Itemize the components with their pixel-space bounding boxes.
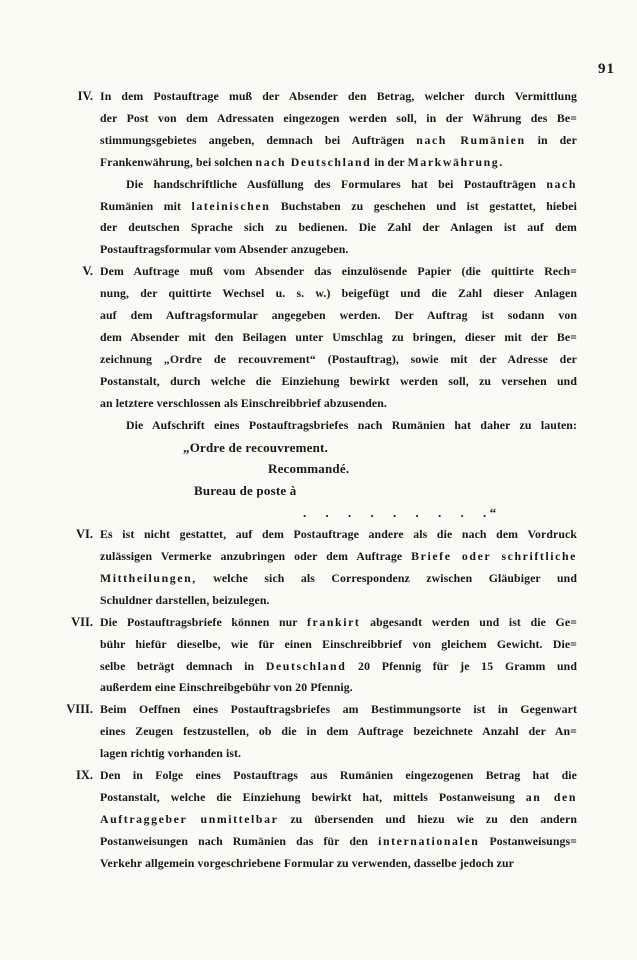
text-segment: (Postauftrag), sowie mit der Adresse der	[316, 351, 577, 366]
text-line	[100, 174, 577, 196]
text-segment	[346, 659, 358, 673]
text-segment: 15	[481, 658, 494, 673]
text-segment: Die Postauftragsbriefe können nur	[100, 614, 308, 629]
text-line	[100, 590, 577, 612]
text-segment: außerdem eine Einschreibgebühr von	[100, 680, 296, 695]
list-item	[0, 261, 577, 524]
text-segment: Rumänien mit	[100, 198, 192, 213]
text-segment: nach	[546, 176, 577, 191]
list-item	[0, 86, 577, 261]
text-line	[100, 831, 577, 853]
text-segment: Recommandé.	[268, 461, 350, 477]
text-line	[100, 721, 577, 743]
text-segment: selbe beträgt demnach in	[100, 658, 266, 673]
text-line	[100, 524, 577, 546]
text-segment: Es ist nicht gestattet, auf dem Postauftrage andere als die nach dem Vordruck	[100, 527, 577, 542]
text-segment: Beim Oeffnen eines Postauftragsbriefes am Bestimmungsorte ist in Gegenwart	[100, 702, 577, 717]
item-lines	[100, 699, 577, 765]
text-segment: Dem Auftrage muß vom Absender das einzulösende Papier (die quittirte Rech=	[100, 264, 577, 279]
page-number: 91	[598, 61, 615, 77]
text-segment: Den in Folge eines Postauftrags aus Rumänien eingezogenen Betrag hat die	[100, 768, 577, 783]
item-lines	[100, 86, 577, 261]
text-segment: Pfennig für je	[370, 658, 482, 673]
text-line	[100, 349, 577, 371]
text-line	[100, 261, 577, 283]
text-line	[100, 699, 577, 721]
text-line	[100, 743, 577, 765]
text-segment: frankirt	[307, 614, 361, 629]
text-line	[100, 437, 577, 459]
item-numeral: IX.	[75, 768, 93, 783]
text-line	[100, 305, 577, 327]
text-line	[100, 217, 577, 239]
text-segment: in der	[525, 132, 577, 147]
text-segment: zu übersenden und hiezu wie zu den andern	[278, 811, 577, 826]
text-line	[100, 853, 577, 875]
text-segment: Buchstaben zu geschehen und ist gestattet, hiebei	[270, 198, 577, 213]
text-segment: bühr hiefür dieselbe, wie für einen Einschreibbrief von gleichem Gewicht. Die=	[100, 636, 577, 651]
text-segment: zulässigen Vermerke anzubringen oder dem Auftrage	[100, 549, 412, 564]
text-line	[100, 809, 577, 831]
text-segment: Die Aufschrift eines Postauftragsbriefes nach Rumänien hat daher zu lauten:	[126, 417, 577, 432]
text-segment: Postauftragsformular vom Absender anzugeben.	[100, 242, 349, 257]
text-segment: nung, der quittirte Wechsel u. s. w.) beigefügt und die Zahl dieser Anlagen	[100, 286, 577, 301]
text-line	[100, 568, 577, 590]
text-line	[100, 480, 577, 502]
text-line	[100, 656, 577, 678]
text-line	[100, 502, 577, 524]
text-line	[100, 239, 577, 261]
text-line	[100, 677, 577, 699]
text-segment: „Ordre de recouvrement“	[163, 351, 317, 366]
item-lines	[100, 261, 577, 524]
text-line	[100, 415, 577, 437]
item-numeral: VII.	[71, 614, 93, 629]
text-line	[100, 787, 577, 809]
text-segment: Schuldner darstellen, beizulegen.	[100, 592, 270, 607]
text-line	[100, 765, 577, 787]
text-segment: Frankenwährung, bei solchen	[100, 154, 256, 169]
text-segment: In dem Postauftrage muß der Absender den Betrag, welcher durch Vermittlung	[100, 89, 577, 103]
text-segment: nach Rumänien	[416, 132, 526, 147]
text-segment: auf dem Auftragsformular angegeben werden. Der Auftrag ist sodann von	[100, 308, 577, 323]
text-segment: Postanstalt, durch welche die Einziehung bewirkt werden soll, zu versehen und	[100, 373, 577, 388]
item-numeral: VI.	[75, 527, 93, 542]
text-segment: in der	[371, 154, 408, 169]
text-segment: Gramm und	[493, 658, 577, 673]
item-numeral: IV.	[77, 89, 93, 103]
text-segment: Auftraggeber unmittelbar	[100, 811, 279, 826]
text-segment: Mittheilungen,	[100, 570, 197, 585]
text-segment: Briefe oder schriftliche	[411, 549, 577, 564]
text-line	[100, 546, 577, 568]
item-numeral: V.	[82, 264, 93, 279]
text-segment: Deutschland	[265, 658, 347, 673]
text-segment: an den	[525, 790, 577, 804]
text-segment: zeichnung	[100, 351, 164, 366]
text-segment: Bureau de poste à	[194, 483, 297, 499]
text-segment: Markwährung	[407, 154, 500, 169]
text-line	[100, 371, 577, 393]
text-segment: Verkehr allgemein vorgeschriebene Formular zu verwenden, dasselbe jedoch zur	[100, 855, 514, 870]
text-line	[100, 152, 577, 174]
text-line	[100, 458, 577, 480]
text-line	[100, 327, 577, 349]
item-lines	[100, 612, 577, 700]
text-segment: “	[486, 505, 497, 521]
item-numeral: VIII.	[66, 702, 93, 717]
text-segment: 20	[295, 680, 308, 695]
text-line	[100, 634, 577, 656]
text-segment: der deutschen Sprache sich zu bedienen. Die Zahl der Anlagen ist auf dem	[100, 220, 577, 235]
text-segment: internationalen	[378, 833, 480, 848]
text-segment: welche sich als Correspondenz zwischen Gläubiger und	[196, 570, 577, 585]
text-segment: an letztere verschlossen als Einschreibbrief abzusenden.	[100, 395, 387, 410]
text-segment: Postanstalt, welche die Einziehung bewirkt hat, mittels Postanweisung	[100, 790, 526, 804]
text-segment: abgesandt werden und ist die Ge=	[360, 614, 577, 629]
text-line	[100, 108, 577, 130]
text-segment: eines Zeugen festzustellen, ob die in dem Auftrage bezeichnete Anzahl der An=	[100, 724, 577, 739]
item-lines	[100, 765, 577, 875]
list-item	[0, 699, 577, 765]
text-segment: Postanweisungs=	[479, 833, 577, 848]
text-segment: 20	[357, 658, 371, 673]
text-segment: .	[499, 154, 503, 169]
text-segment: lagen richtig vorhanden ist.	[100, 746, 242, 761]
list-item	[0, 524, 577, 612]
text-line	[100, 393, 577, 415]
text-line	[100, 283, 577, 305]
text-line	[100, 86, 577, 108]
text-segment: dem Absender mit den Beilagen unter Umschlag zu bringen, dieser mit der Be=	[100, 329, 577, 344]
text-segment: Die handschriftliche Ausfüllung des Formulares hat bei Postaufträgen	[126, 176, 547, 191]
list-item	[0, 612, 577, 700]
text-segment: Postanweisungen nach Rumänien das für den	[100, 833, 379, 848]
text-segment: nach Deutschland	[255, 154, 372, 169]
text-line	[100, 612, 577, 634]
item-lines	[100, 524, 577, 612]
text-segment: Pfennig.	[307, 680, 353, 695]
list-item	[0, 765, 577, 875]
paragraph-list	[0, 86, 577, 875]
text-segment: lateinischen	[191, 198, 271, 213]
text-segment: „Ordre de recouvrement.	[183, 439, 329, 455]
text-segment: der Post von dem Adressaten eingezogen werden soll, in der Währung des Be=	[100, 110, 577, 125]
text-line	[100, 196, 577, 218]
text-segment: stimmungsgebietes angeben, demnach bei Aufträgen	[100, 132, 417, 147]
text-line	[100, 130, 577, 152]
text-segment: . . . . . . . . .	[303, 505, 487, 521]
